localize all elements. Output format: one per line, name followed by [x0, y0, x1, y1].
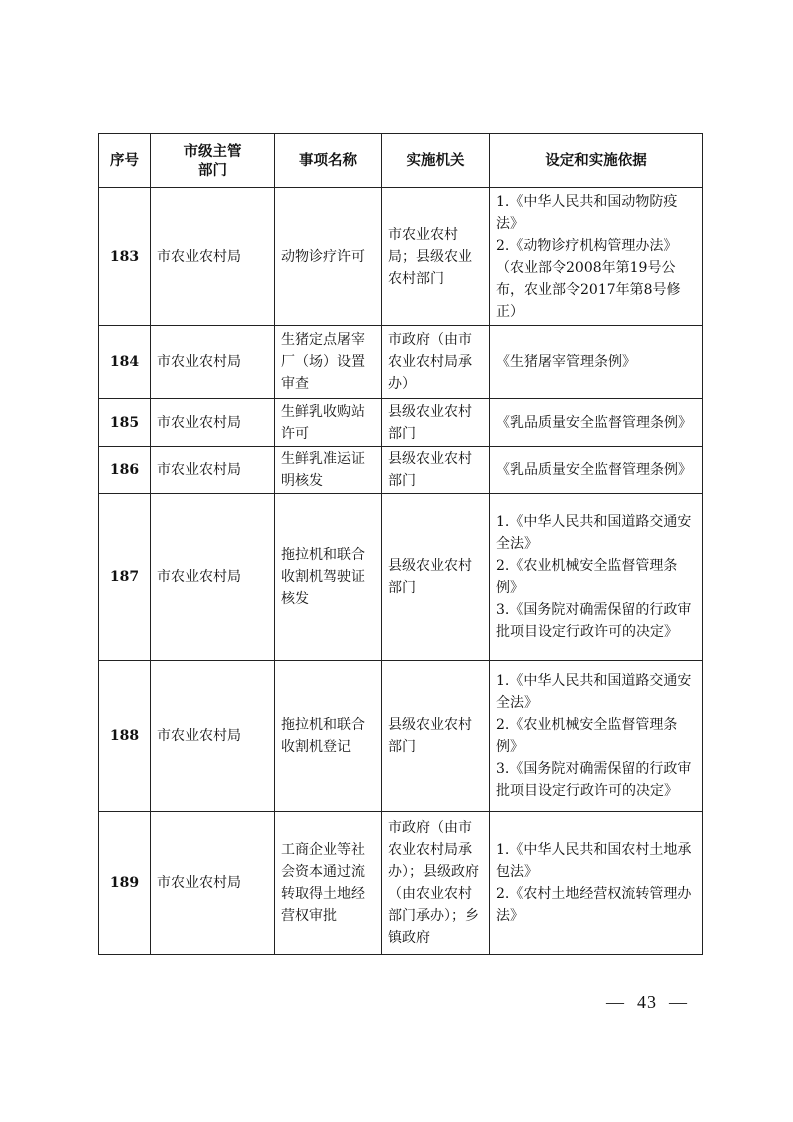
page-dash-left: — [606, 992, 625, 1012]
basis-line: 3.《国务院对确需保留的行政审批项目设定行政许可的决定》 [496, 602, 692, 640]
page-footer [600, 992, 694, 1013]
page-number: 43 [637, 992, 657, 1012]
row-basis [490, 661, 703, 812]
row-basis [490, 494, 703, 661]
row-agency: 市政府（由市农业农村局承办）；县级政府（由农业农村部门承办）；乡镇政府 [382, 812, 490, 955]
header-item: 事项名称 [275, 134, 382, 188]
row-basis [490, 812, 703, 955]
row-item: 工商企业等社会资本通过流转取得土地经营权审批 [275, 812, 382, 955]
basis-line: 《生猪屠宰管理条例》 [496, 354, 636, 370]
header-seq: 序号 [99, 134, 151, 188]
table-header-row [99, 134, 703, 188]
row-item: 拖拉机和联合收割机登记 [275, 661, 382, 812]
table-row [99, 188, 703, 326]
row-agency: 市政府（由市农业农村局承办） [382, 326, 490, 399]
row-agency: 市农业农村局；县级农业农村部门 [382, 188, 490, 326]
row-item: 生猪定点屠宰厂（场）设置审查 [275, 326, 382, 399]
table-row [99, 447, 703, 494]
table-row [99, 661, 703, 812]
basis-line: 1.《中华人民共和国农村土地承包法》 [496, 842, 692, 880]
basis-line: 2.《农业机械安全监督管理条例》 [496, 558, 678, 596]
row-basis [490, 399, 703, 447]
basis-line: 《乳品质量安全监督管理条例》 [496, 414, 692, 431]
table-row [99, 812, 703, 955]
header-basis: 设定和实施依据 [490, 134, 703, 188]
row-agency: 县级农业农村部门 [382, 661, 490, 812]
row-seq: 185 [99, 399, 151, 447]
row-seq: 187 [99, 494, 151, 661]
row-item: 生鲜乳收购站许可 [275, 399, 382, 447]
basis-line: 2.《动物诊疗机构管理办法》（农业部令2008年第19号公布，农业部令2017年第8号修正） [496, 237, 681, 320]
row-dept: 市农业农村局 [151, 812, 275, 955]
row-dept: 市农业农村局 [151, 188, 275, 326]
basis-line: 1.《中华人民共和国道路交通安全法》 [496, 514, 692, 552]
table-row [99, 494, 703, 661]
row-dept: 市农业农村局 [151, 399, 275, 447]
approval-items-table [98, 133, 703, 955]
row-agency: 县级农业农村部门 [382, 399, 490, 447]
row-dept: 市农业农村局 [151, 326, 275, 399]
row-dept: 市农业农村局 [151, 494, 275, 661]
row-seq: 189 [99, 812, 151, 955]
basis-line: 1.《中华人民共和国道路交通安全法》 [496, 673, 692, 711]
basis-line: 2.《农村土地经营权流转管理办法》 [496, 886, 692, 924]
row-seq: 186 [99, 447, 151, 494]
row-agency: 县级农业农村部门 [382, 447, 490, 494]
row-agency: 县级农业农村部门 [382, 494, 490, 661]
row-dept: 市农业农村局 [151, 661, 275, 812]
row-dept: 市农业农村局 [151, 447, 275, 494]
row-item: 动物诊疗许可 [275, 188, 382, 326]
row-seq: 184 [99, 326, 151, 399]
header-dept-text: 市级主管部门 [183, 142, 242, 179]
page-dash-right: — [669, 992, 688, 1012]
row-seq: 183 [99, 188, 151, 326]
header-dept [151, 134, 275, 188]
header-agency: 实施机关 [382, 134, 490, 188]
row-basis [490, 326, 703, 399]
row-item: 拖拉机和联合收割机驾驶证核发 [275, 494, 382, 661]
row-seq: 188 [99, 661, 151, 812]
basis-line: 3.《国务院对确需保留的行政审批项目设定行政许可的决定》 [496, 761, 692, 799]
table-row [99, 399, 703, 447]
table-row [99, 326, 703, 399]
row-item: 生鲜乳准运证明核发 [275, 447, 382, 494]
row-basis [490, 447, 703, 494]
row-basis [490, 188, 703, 326]
basis-line: 《乳品质量安全监督管理条例》 [496, 462, 692, 478]
basis-line: 1.《中华人民共和国动物防疫法》 [496, 193, 678, 232]
basis-line: 2.《农业机械安全监督管理条例》 [496, 717, 678, 755]
